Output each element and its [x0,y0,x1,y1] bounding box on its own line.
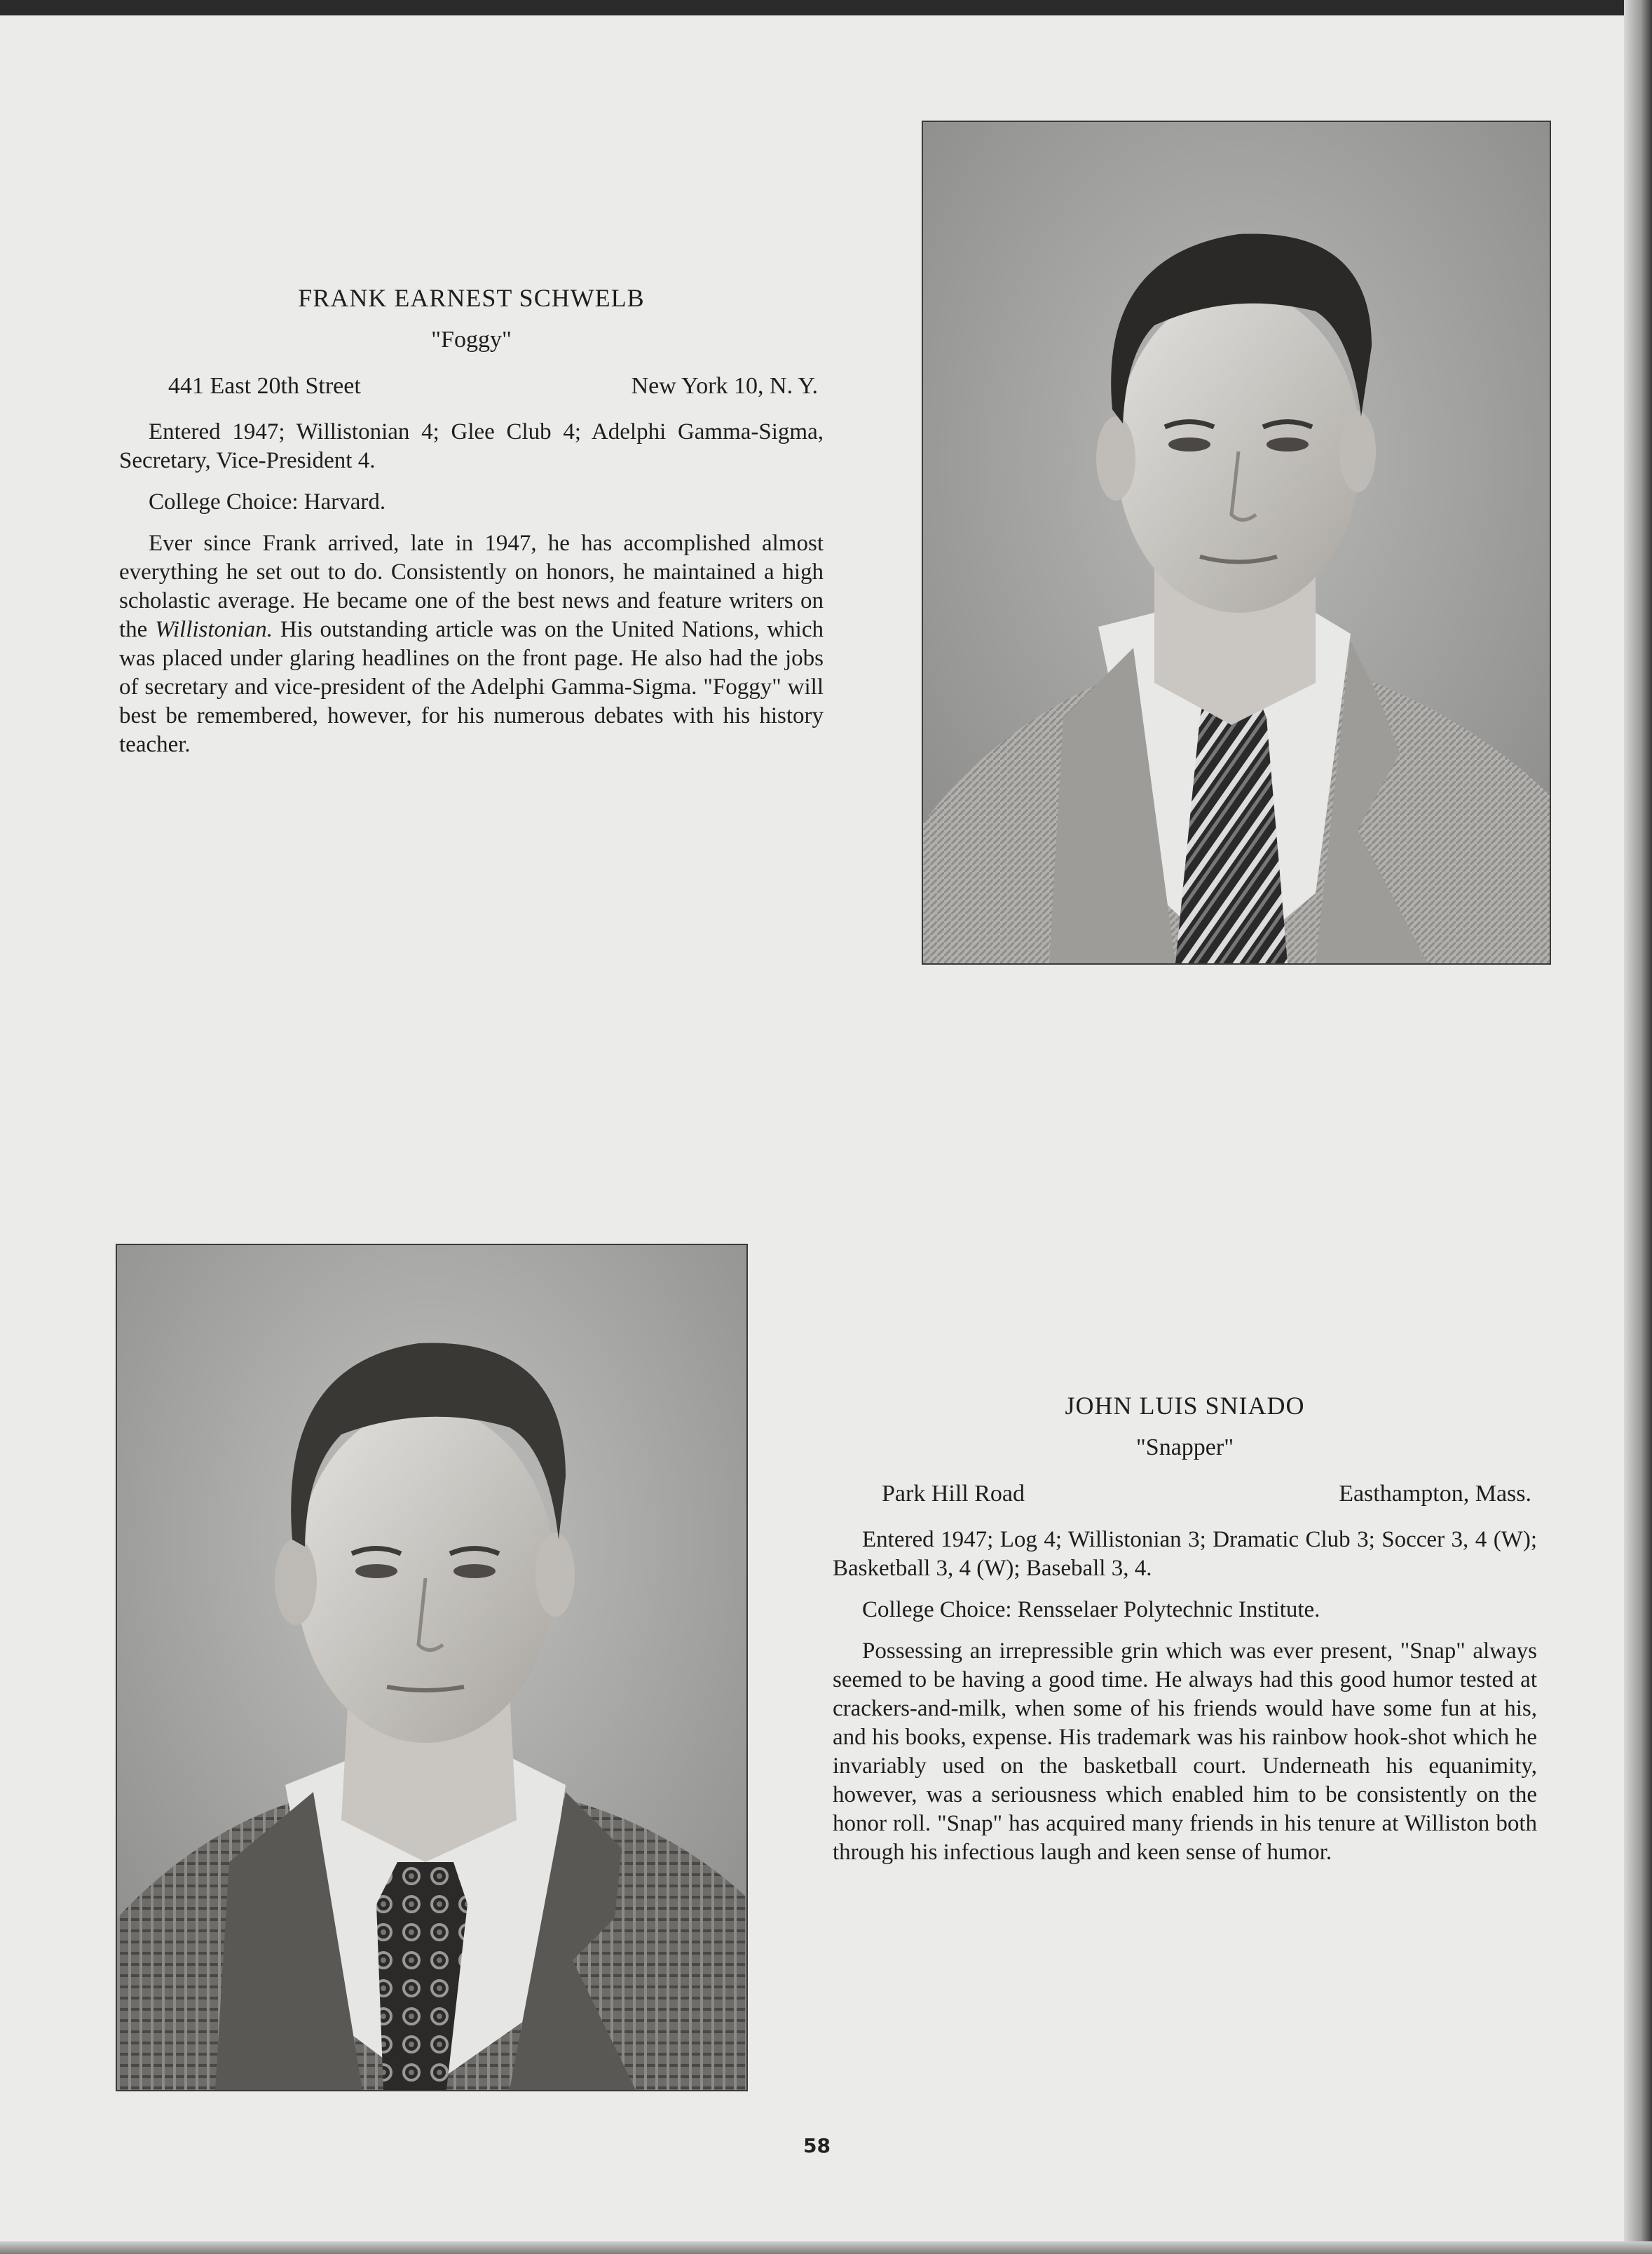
student-entry-sniado [833,1391,1537,1867]
student-activities: Entered 1947; Willistonian 4; Glee Club 4; Adelphi Gamma-Sigma, Secretary, Vice-President 4. [119,419,824,473]
bio-text-2: His outstanding article was on the United Nations, which was placed under glaring headlines on the front page. He also had the jobs of secretary and vice-president of the Adelphi Gamma-Sigma. "Foggy" will best be remembered, however, for his numerous debates with his history teacher. [119,617,824,757]
student-entry-schwelb [119,283,824,759]
page-number: 58 [803,2134,831,2157]
bio-text-1: Ever since Frank arrived, late in 1947, he has accomplished almost everything he set out to do. Consistently on honors, he maintained a high scholastic average. He became one of the best news and feature writers on the [119,531,824,642]
student-bio [119,529,824,759]
address-street: 441 East 20th Street [168,373,361,399]
student-nickname: "Snapper" [1135,1434,1234,1460]
college-choice: College Choice: Rensselaer Polytechnic Institute. [862,1597,1320,1622]
portrait-photo-sniado [116,1244,748,2091]
page-edge-shadow [1624,0,1652,2254]
student-address [833,1481,1537,1507]
page-bottom-edge [0,2241,1652,2254]
student-name: JOHN LUIS SNIADO [1065,1392,1305,1420]
student-bio: Possessing an irrepressible grin which was ever present, "Snap" always seemed to be having a good time. He always had this good humor tested at crackers-and-milk, when some of his friends would have some fun at his, and his books, expense. His trademark was his rainbow hook-shot which he invariably used on the basketball court. Underneath his equanimity, however, was a seriousness which enabled him to be consistently on the honor roll. "Snap" has acquired many friends in his tenure at Williston both through his infectious laugh and keen sense of humor. [833,1638,1537,1865]
student-name: FRANK EARNEST SCHWELB [298,284,645,312]
address-city: Easthampton, Mass. [1339,1481,1531,1507]
student-address [119,373,824,400]
address-street: Park Hill Road [882,1481,1025,1507]
address-city: New York 10, N. Y. [631,373,818,399]
portrait-photo-schwelb [922,121,1551,965]
student-nickname: "Foggy" [431,327,512,353]
bio-italic-publication: Willistonian. [155,617,273,642]
student-activities: Entered 1947; Log 4; Willistonian 3; Dramatic Club 3; Soccer 3, 4 (W); Basketball 3, 4 (W); Baseball 3, 4. [833,1527,1537,1581]
college-choice: College Choice: Harvard. [149,489,386,515]
